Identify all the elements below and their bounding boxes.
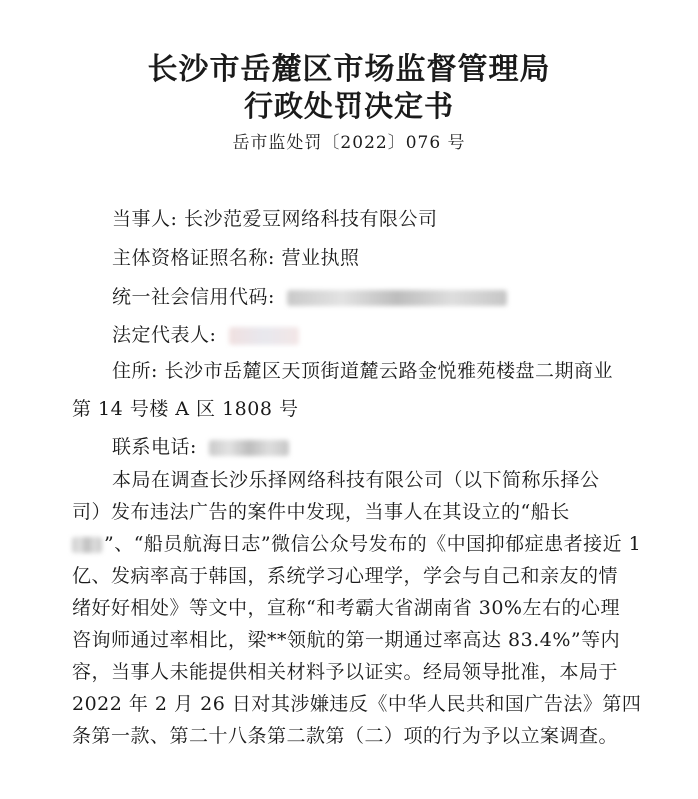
phone-label: 联系电话: bbox=[112, 436, 197, 458]
body-line: 2022 年 2 月 26 日对其涉嫌违反《中华人民共和国广告法》第四 bbox=[72, 693, 642, 715]
body-line: 司）发布违法广告的案件中发现，当事人在其设立的“船长 bbox=[72, 501, 570, 523]
legal-rep-redacted bbox=[229, 327, 299, 345]
credit-code-redacted bbox=[287, 290, 507, 306]
credit-code-label: 统一社会信用代码: bbox=[112, 286, 275, 308]
body-line: 咨询师通过率相比，梁**领航的第一期通过率高达 83.4%”等内 bbox=[72, 629, 621, 651]
license-line bbox=[112, 243, 359, 270]
credit-code-line bbox=[112, 282, 507, 309]
party-line bbox=[112, 204, 437, 231]
document-title-line1: 长沙市岳麓区市场监督管理局 bbox=[147, 52, 551, 87]
party-label: 当事人: bbox=[112, 208, 178, 230]
license-label: 主体资格证照名称: bbox=[112, 247, 275, 269]
address-value-line2: 第 14 号楼 A 区 1808 号 bbox=[72, 398, 299, 420]
phone-redacted bbox=[209, 440, 289, 456]
address-line1 bbox=[112, 356, 613, 383]
account-name-redacted bbox=[72, 537, 102, 553]
body-line: 绪好好相处》等文中，宣称“和考霸大省湖南省 30%左右的心理 bbox=[72, 597, 620, 619]
legal-rep-label: 法定代表人: bbox=[112, 324, 217, 346]
body-line: ”、“船员航海日志”微信公众号发布的《中国抑郁症患者接近 1 bbox=[72, 528, 662, 560]
address-line2 bbox=[72, 394, 299, 421]
document-number: 岳市监处罚〔2022〕076 号 bbox=[232, 133, 466, 153]
legal-rep-line bbox=[112, 320, 299, 347]
body-line: 条第一款、第二十八条第二款第（二）项的行为予以立案调查。 bbox=[72, 725, 619, 747]
body-line: 亿、发病率高于韩国，系统学习心理学，学会与自己和亲友的情 bbox=[72, 565, 619, 587]
document-title-line2: 行政处罚决定书 bbox=[243, 89, 454, 123]
body-line: 容，当事人未能提供相关材料予以证实。经局领导批准，本局于 bbox=[72, 661, 619, 683]
phone-line bbox=[112, 432, 289, 459]
address-label: 住所: bbox=[112, 360, 158, 382]
party-value: 长沙范爱豆网络科技有限公司 bbox=[183, 208, 438, 230]
address-value-line1: 长沙市岳麓区天顶街道麓云路金悦雅苑楼盘二期商业 bbox=[164, 360, 613, 382]
body-paragraph bbox=[72, 464, 662, 752]
license-value: 营业执照 bbox=[281, 247, 360, 269]
body-line: 本局在调查长沙乐择网络科技有限公司（以下简称乐择公 bbox=[112, 469, 600, 491]
